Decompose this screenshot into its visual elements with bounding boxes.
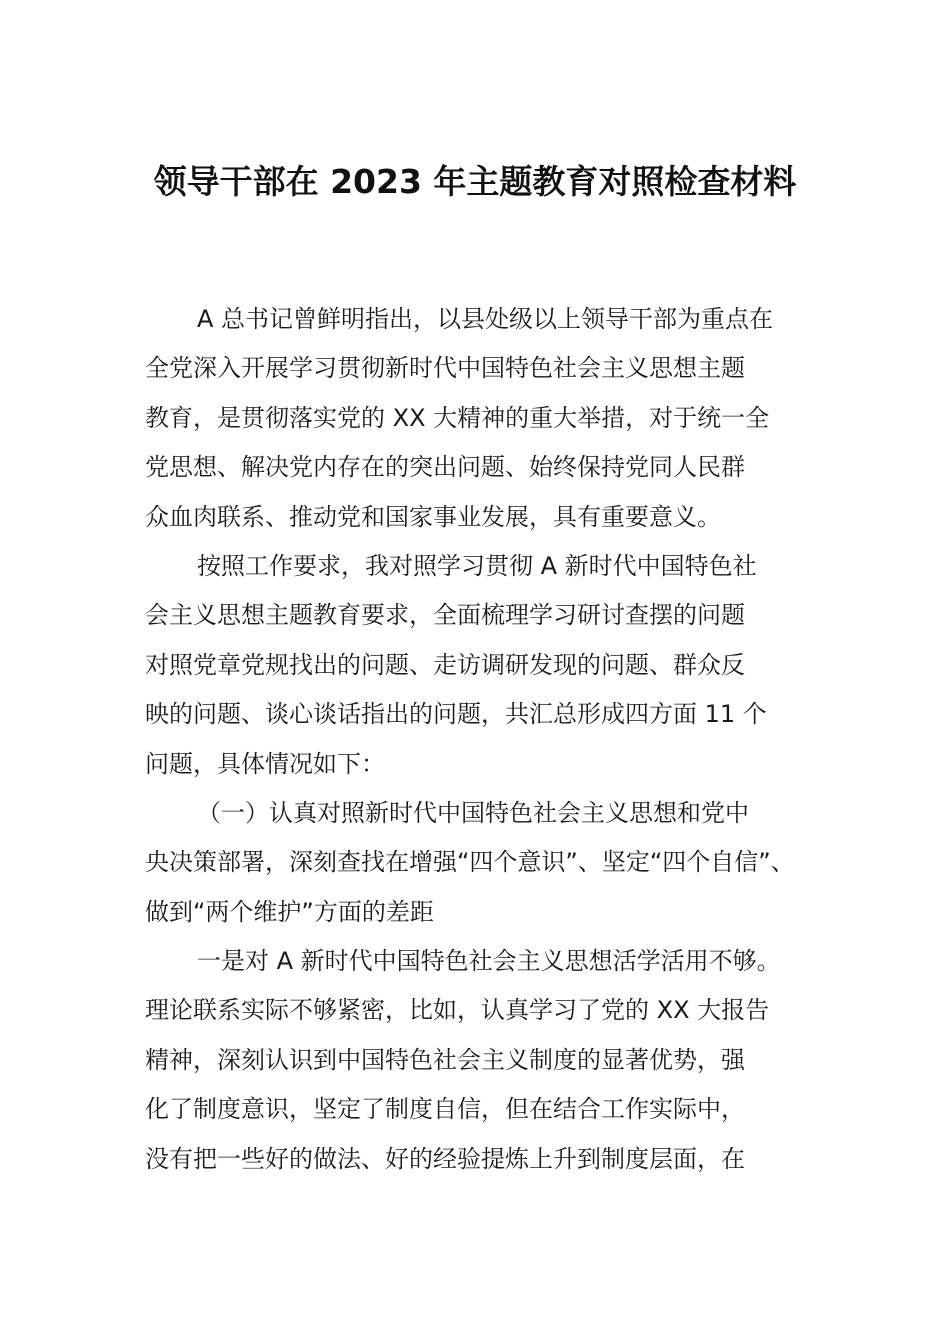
text-line: 精神，深刻认识到中国特色社会主义制度的显著优势，强 [145,1045,745,1074]
text-line: 教育，是贯彻落实党的 XX 大精神的重大举措，对于统一全 [145,403,770,432]
text-line: 没有把一些好的做法、好的经验提炼上升到制度层面，在 [145,1144,745,1173]
text-line: 全党深入开展学习贯彻新时代中国特色社会主义思想主题 [145,354,745,383]
document-body [145,295,809,1184]
text-line: 化了制度意识，坚定了制度自信，但在结合工作实际中， [145,1095,745,1124]
text-line: 做到“两个维护”方面的差距 [145,897,434,926]
paragraph-requirements [145,542,809,789]
paragraph-issue-1 [145,937,809,1184]
text-line: 理论联系实际不够紧密，比如，认真学习了党的 XX 大报告 [145,996,770,1025]
document-title: 领导干部在 2023 年主题教育对照检查材料 [153,162,797,201]
text-line: 问题，具体情况如下： [145,749,385,778]
text-line: 按照工作要求，我对照学习贯彻 A 新时代中国特色社 [197,551,757,580]
text-line: （一）认真对照新时代中国特色社会主义思想和党中 [197,798,749,827]
text-line: 对照党章党规找出的问题、走访调研发现的问题、群众反 [145,650,745,679]
text-line: 党思想、解决党内存在的突出问题、始终保持党同人民群 [145,453,745,482]
text-line: 一是对 A 新时代中国特色社会主义思想活学活用不够。 [197,947,781,976]
text-line: 会主义思想主题教育要求，全面梳理学习研讨查摆的问题 [145,601,745,630]
text-line: 映的问题、谈心谈话指出的问题，共汇总形成四方面 11 个 [145,700,767,729]
text-line: 央决策部署，深刻查找在增强“四个意识”、坚定“四个自信”、 [145,848,795,877]
text-line: A 总书记曾鲜明指出，以县处级以上领导干部为重点在 [197,305,774,333]
section-heading-1 [145,789,809,937]
paragraph-intro [145,295,809,542]
text-line: 众血肉联系、推动党和国家事业发展，具有重要意义。 [145,502,721,531]
